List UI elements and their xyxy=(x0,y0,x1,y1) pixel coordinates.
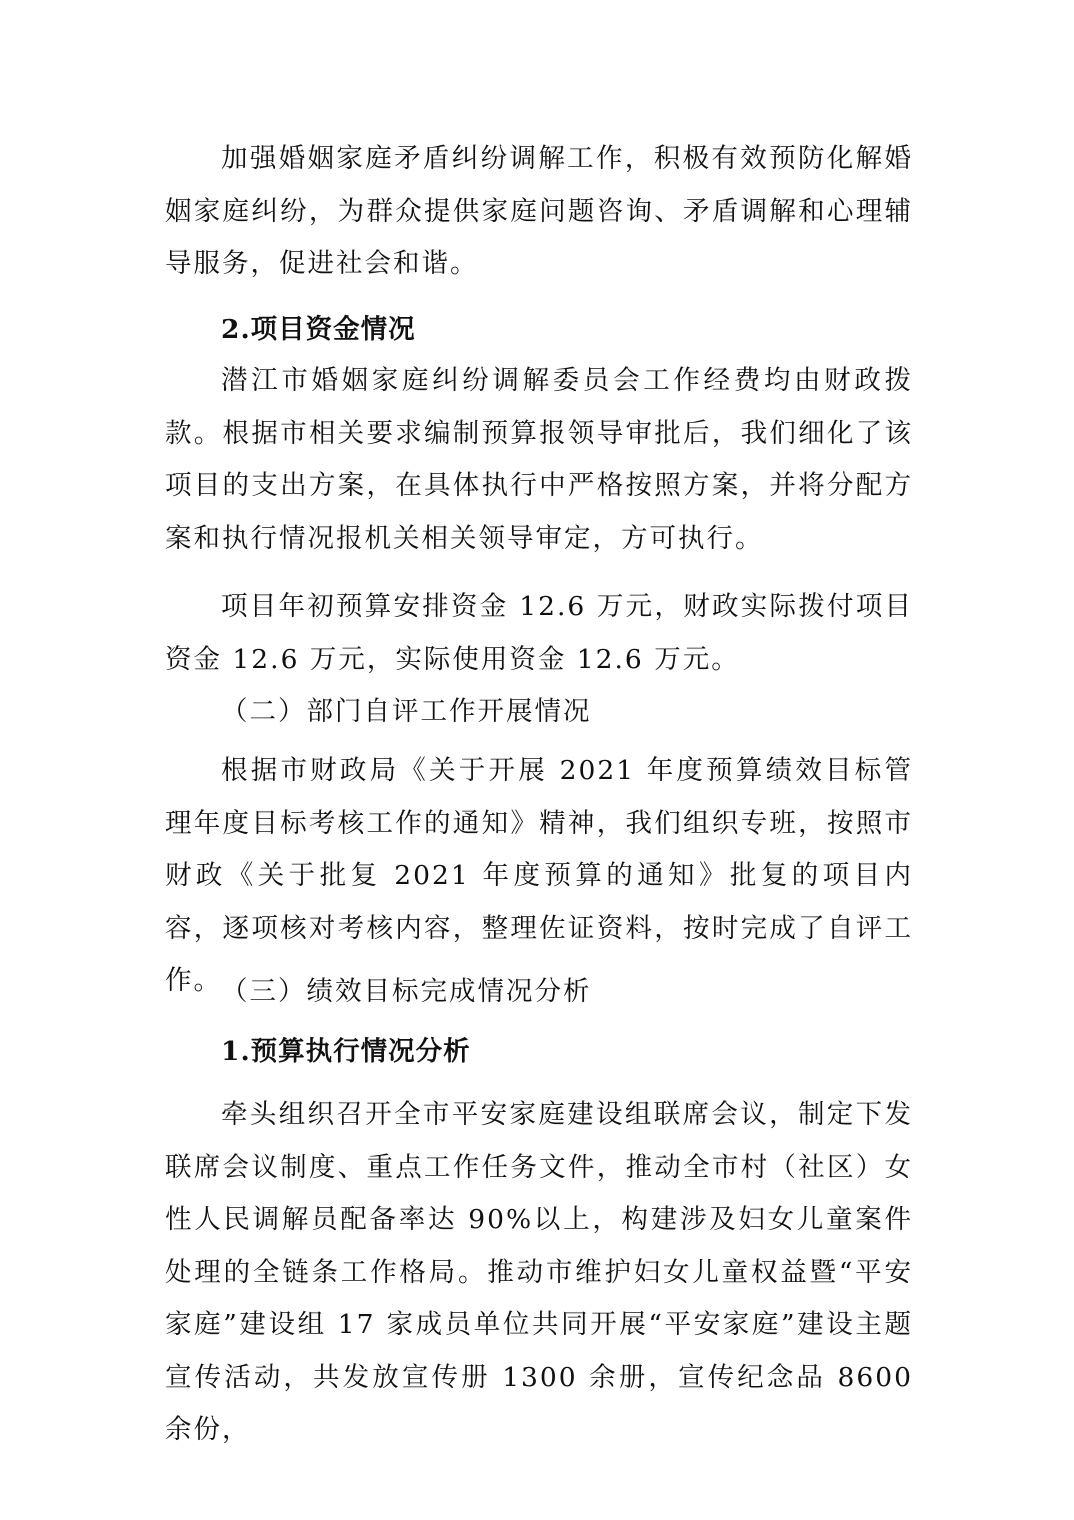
heading-project-funds: 2.项目资金情况 xyxy=(221,314,416,345)
paragraph-self-evaluation: 根据市财政局《关于开展 2021 年度预算绩效目标管理年度目标考核工作的通知》精神，我们组织专班，按照市财政《关于批复 2021 年度预算的通知》批复的项目内容，逐项核对考核内容，整理佐证资料，按时完成了自评工作。 xyxy=(165,755,913,996)
heading-performance-analysis: （三）绩效目标完成情况分析 xyxy=(221,976,592,1007)
heading-budget-execution: 1.预算执行情况分析 xyxy=(221,1036,471,1067)
paragraph-funding-source: 潜江市婚姻家庭纠纷调解委员会工作经费均由财政拨款。根据市相关要求编制预算报领导审批后，我们细化了该项目的支出方案，在具体执行中严格按照方案，并将分配方案和执行情况报机关相关领导审定，方可执行。 xyxy=(165,365,913,554)
paragraph-budget-amount: 项目年初预算安排资金 12.6 万元，财政实际拨付项目资金 12.6 万元，实际使用资金 12.6 万元。 xyxy=(165,591,913,675)
paragraph-marriage-mediation: 加强婚姻家庭矛盾纠纷调解工作，积极有效预防化解婚姻家庭纠纷，为群众提供家庭问题咨询、矛盾调解和心理辅导服务，促进社会和谐。 xyxy=(165,143,913,279)
paragraph-joint-meeting: 牵头组织召开全市平安家庭建设组联席会议，制定下发联席会议制度、重点工作任务文件，推动全市村（社区）女性人民调解员配备率达 90%以上，构建涉及妇女儿童案件处理的全链条工作格局。推动市维护妇女儿童权益暨“平安家庭”建设组 17 家成员单位共同开展“平安家庭”建设主题宣传活动，共发放宣传册 1300 余册，宣传纪念品 8600 余份， xyxy=(165,1099,913,1445)
heading-self-evaluation: （二）部门自评工作开展情况 xyxy=(221,696,592,727)
